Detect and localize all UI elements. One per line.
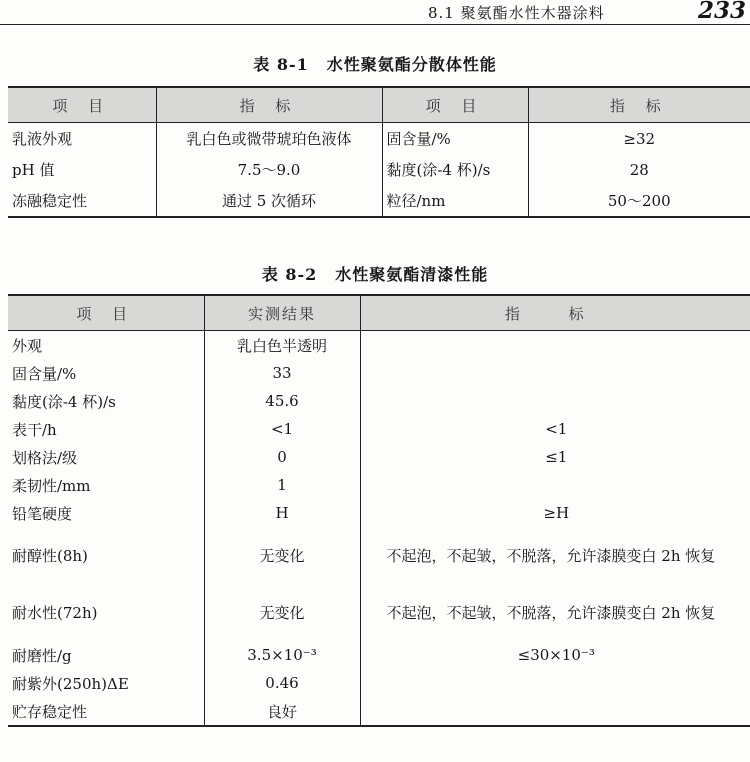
table2-item: 柔韧性/mm — [8, 471, 204, 499]
table1 — [8, 86, 750, 218]
table2-result: 0.46 — [204, 669, 360, 697]
table1-header-item-2: 项 目 — [382, 87, 528, 123]
table-row — [8, 359, 750, 387]
table1-cell: 7.5～9.0 — [156, 154, 382, 185]
table-row — [8, 123, 750, 155]
table2-result: 良好 — [204, 697, 360, 726]
table-row — [8, 185, 750, 217]
table2-req — [360, 331, 750, 360]
table1-header-spec-2: 指 标 — [528, 87, 750, 123]
table2-item: 贮存稳定性 — [8, 697, 204, 726]
table1-cell: 冻融稳定性 — [8, 185, 156, 217]
table-row — [8, 331, 750, 360]
running-head — [0, 0, 750, 25]
table2-result: H — [204, 499, 360, 527]
table-row — [8, 387, 750, 415]
table2-result: 乳白色半透明 — [204, 331, 360, 360]
table-row — [8, 499, 750, 527]
table2-item: 黏度(涂-4 杯)/s — [8, 387, 204, 415]
table-row — [8, 641, 750, 669]
table-row — [8, 443, 750, 471]
table2-header-row — [8, 295, 750, 331]
table2-result: 3.5×10⁻³ — [204, 641, 360, 669]
table2-item: 表干/h — [8, 415, 204, 443]
table1-cell: 粒径/nm — [382, 185, 528, 217]
table2-header-spec: 指 标 — [360, 295, 750, 331]
table1-cell: 28 — [629, 160, 649, 179]
table2-req — [360, 697, 750, 726]
table2-result: 45.6 — [204, 387, 360, 415]
table1-number: 表 8-1 — [253, 55, 309, 74]
table2-req: 不起泡，不起皱，不脱落，允许漆膜变白 2h 恢复 — [386, 603, 716, 622]
table2-req — [360, 471, 750, 499]
table2-item: 固含量/% — [8, 359, 204, 387]
table2-header-item: 项 目 — [8, 295, 204, 331]
page-number: 233 — [697, 0, 746, 24]
table2-req: <1 — [545, 420, 568, 438]
table2-result: 33 — [204, 359, 360, 387]
table2-result: <1 — [204, 415, 360, 443]
table2-req: 不起泡，不起皱，不脱落，允许漆膜变白 2h 恢复 — [386, 546, 716, 565]
table2-item: 耐紫外(250h)ΔE — [8, 669, 204, 697]
table2-item: 耐水性(72h) — [8, 584, 204, 641]
table-row — [8, 669, 750, 697]
table2-req: ≤30×10⁻³ — [517, 646, 595, 664]
table1-cell: ≥32 — [623, 129, 656, 148]
table2-req — [360, 359, 750, 387]
table2-req — [360, 669, 750, 697]
table2-req: ≥H — [543, 504, 570, 522]
table1-cell: pH 值 — [8, 154, 156, 185]
table1-header-spec: 指 标 — [156, 87, 382, 123]
table2-result: 无变化 — [204, 527, 360, 584]
running-head-section: 8.1 聚氨酯水性木器涂料 — [428, 4, 605, 22]
table2 — [8, 294, 750, 727]
table-row — [8, 471, 750, 499]
table1-cell: 50～200 — [607, 192, 671, 210]
table-row — [8, 154, 750, 185]
table1-cell: 通过 5 次循环 — [156, 185, 382, 217]
table2-caption — [0, 262, 750, 285]
table2-result: 无变化 — [204, 584, 360, 641]
table1-cell: 黏度(涂-4 杯)/s — [382, 154, 528, 185]
table2-req: ≤1 — [545, 448, 568, 466]
table1-header-row — [8, 87, 750, 123]
table2-req — [360, 387, 750, 415]
table2-header-result: 实测结果 — [204, 295, 360, 331]
table1-header-item: 项 目 — [8, 87, 156, 123]
table1-title: 水性聚氨酯分散体性能 — [326, 55, 497, 74]
table1-cell: 乳白色或微带琥珀色液体 — [156, 123, 382, 155]
table1-cell: 固含量/% — [382, 123, 528, 155]
table2-item: 外观 — [8, 331, 204, 360]
table2-item: 划格法/级 — [8, 443, 204, 471]
table2-result: 0 — [204, 443, 360, 471]
table2-number: 表 8-2 — [261, 265, 318, 284]
table2-item: 耐醇性(8h) — [8, 527, 204, 584]
table-row — [8, 527, 750, 584]
table2-item: 耐磨性/g — [8, 641, 204, 669]
table2-item: 铅笔硬度 — [8, 499, 204, 527]
table-row — [8, 697, 750, 726]
table1-caption — [0, 52, 750, 75]
table-row — [8, 584, 750, 641]
table1-cell: 乳液外观 — [8, 123, 156, 155]
table-row — [8, 415, 750, 443]
table2-result: 1 — [204, 471, 360, 499]
table2-title: 水性聚氨酯清漆性能 — [335, 265, 489, 284]
